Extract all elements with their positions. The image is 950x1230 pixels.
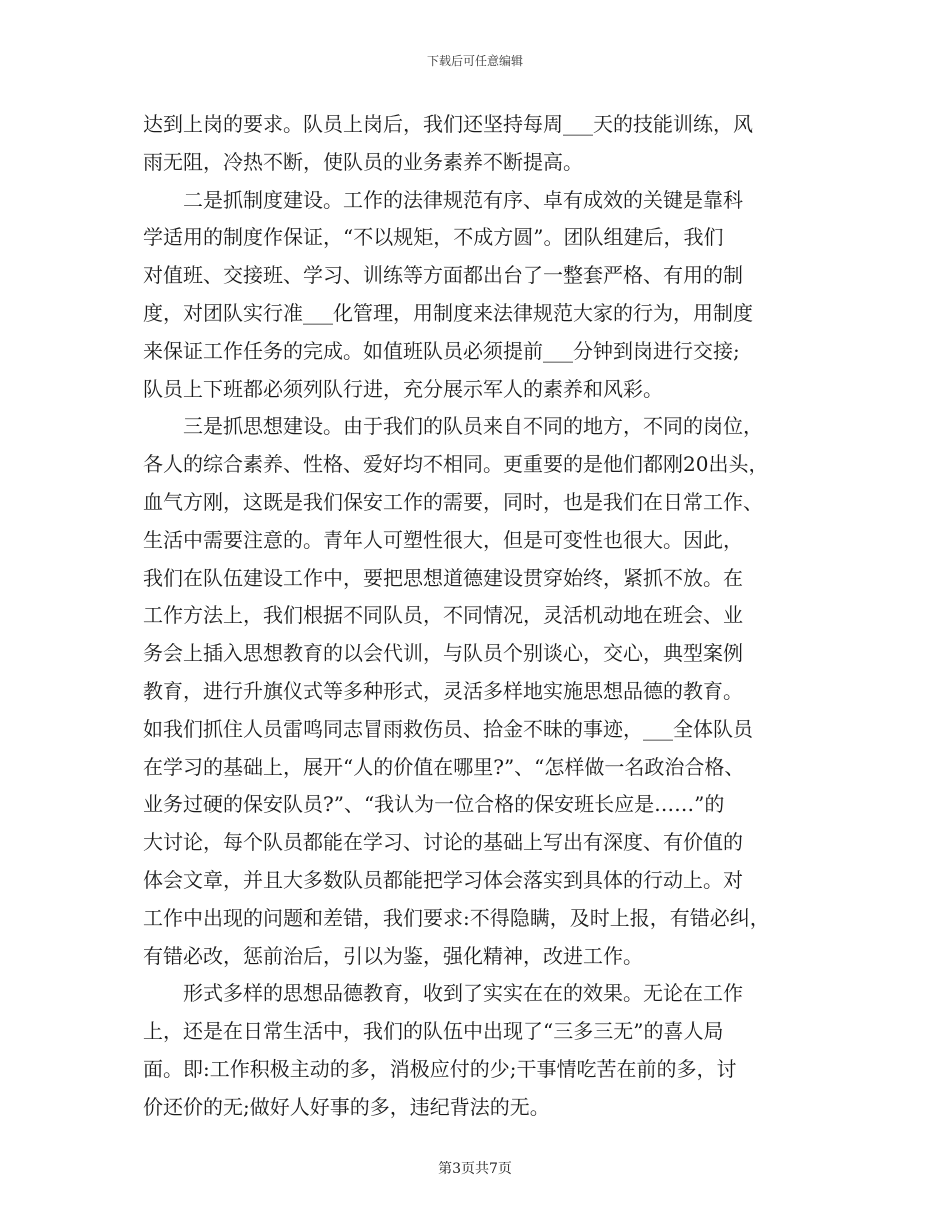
text-line: 三是抓思想建设。由于我们的队员来自不同的地方，不同的岗位， [143,414,763,439]
text-line: 价还价的无;做好人好事的多，违纪背法的无。 [143,1094,550,1119]
text-line: 血气方刚，这既是我们保安工作的需要，同时，也是我们在日常工作、 [143,489,763,514]
page-header: 下载后可任意编辑 [426,54,523,68]
document-body [143,106,823,1127]
text-line: 对值班、交接班、学习、训练等方面都出台了一整套严格、有用的制 [143,263,743,288]
text-line: 度，对团队实行准___化管理，用制度来法律规范大家的行为，用制度 [143,300,753,325]
text-line: 各人的综合素养、性格、爱好均不相同。更重要的是他们都刚20出头， [143,452,769,477]
text-line: 达到上岗的要求。队员上岗后，我们还坚持每周___天的技能训练，风 [143,112,753,136]
text-line: 队员上下班都必须列队行进，充分展示军人的素养和风彩。 [143,376,663,401]
text-line: 来保证工作任务的完成。如值班队员必须提前___分钟到岗进行交接; [143,338,740,363]
text-line: 体会文章，并且大多数队员都能把学习体会落实到具体的行动上。对 [143,867,743,892]
text-line: 形式多样的思想品德教育，收到了实实在在的效果。无论在工作 [143,981,743,1006]
text-line: 工作方法上，我们根据不同队员，不同情况，灵活机动地在班会、业 [143,603,743,628]
text-line: 如我们抓住人员雷鸣同志冒雨救伤员、拾金不昧的事迹，___全体队员 [143,716,753,741]
text-line: 二是抓制度建设。工作的法律规范有序、卓有成效的关键是靠科 [143,187,743,212]
text-line: 教育，进行升旗仪式等多种形式，灵活多样地实施思想品德的教育。 [143,678,743,703]
text-line: 业务过硬的保安队员?”、“我认为一位合格的保安班长应是……”的 [143,792,725,817]
text-line: 工作中出现的问题和差错，我们要求:不得隐瞒，及时上报，有错必纠， [143,905,770,930]
text-line: 大讨论，每个队员都能在学习、讨论的基础上写出有深度、有价值的 [143,830,743,855]
text-line: 学适用的制度作保证，“不以规矩，不成方圆”。团队组建后，我们 [143,225,724,250]
page-number: 第3页共7页 [438,1161,512,1177]
text-line: 我们在队伍建设工作中，要把思想道德建设贯穿始终，紧抓不放。在 [143,565,743,590]
text-line: 雨无阻，冷热不断，使队员的业务素养不断提高。 [143,149,583,174]
text-line: 生活中需要注意的。青年人可塑性很大，但是可变性也很大。因此， [143,527,743,552]
text-line: 有错必改，惩前治后，引以为鉴，强化精神，改进工作。 [143,943,643,968]
text-line: 在学习的基础上，展开“人的价值在哪里?”、“怎样做一名政治合格、 [143,754,745,779]
text-line: 上，还是在日常生活中，我们的队伍中出现了“三多三无”的喜人局 [143,1019,724,1044]
text-line: 务会上插入思想教育的以会代训，与队员个别谈心，交心，典型案例 [143,641,743,666]
text-line: 面。即:工作积极主动的多，消极应付的少;干事情吃苦在前的多，讨 [143,1056,737,1081]
